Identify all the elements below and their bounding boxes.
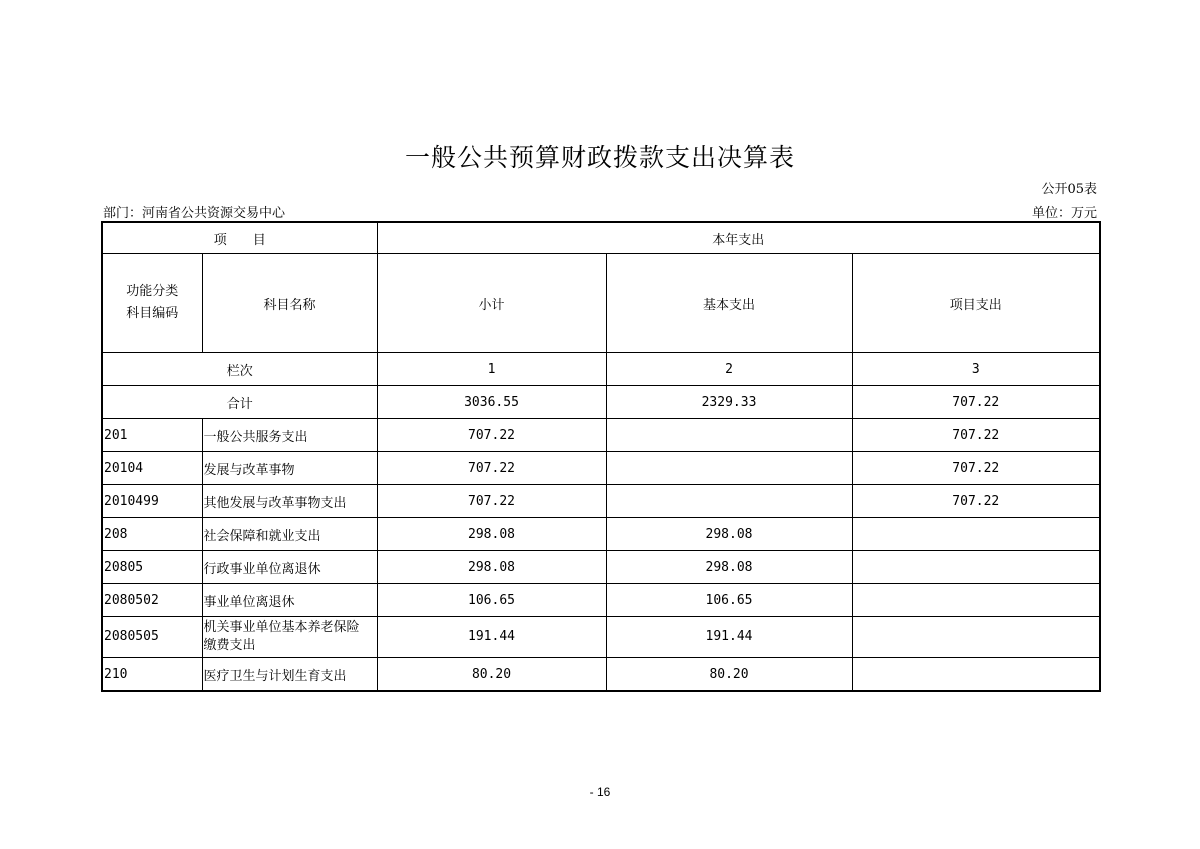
row-project: [852, 518, 1100, 551]
department-label: 部门：河南省公共资源交易中心: [103, 206, 286, 221]
column-number-1: 1: [377, 353, 606, 386]
row-subtotal: 707.22: [377, 452, 606, 485]
row-subtotal: 707.22: [377, 419, 606, 452]
row-subtotal: 80.20: [377, 658, 606, 692]
table-row: [102, 485, 1100, 518]
header-code: 功能分类 科目编码: [102, 254, 202, 353]
table-row: [102, 617, 1100, 658]
total-subtotal: 3036.55: [377, 386, 606, 419]
row-project: [852, 551, 1100, 584]
header-row-2: [102, 254, 1100, 353]
table-row: [102, 658, 1100, 692]
row-code: 201: [102, 419, 202, 452]
table-row: [102, 584, 1100, 617]
row-name: 社会保障和就业支出: [202, 518, 377, 551]
total-project: 707.22: [852, 386, 1100, 419]
total-row: [102, 386, 1100, 419]
unit-label: 单位：万元: [1031, 206, 1097, 221]
row-name: 一般公共服务支出: [202, 419, 377, 452]
row-code: 2080505: [102, 617, 202, 658]
table-row: [102, 551, 1100, 584]
row-subtotal: 106.65: [377, 584, 606, 617]
row-basic: 106.65: [606, 584, 852, 617]
row-name: 机关事业单位基本养老保险 缴费支出: [202, 617, 377, 658]
row-project: 707.22: [852, 419, 1100, 452]
table-row: [102, 518, 1100, 551]
column-number-label: 栏次: [102, 353, 377, 386]
row-subtotal: 298.08: [377, 551, 606, 584]
total-label: 合计: [102, 386, 377, 419]
column-number-row: [102, 353, 1100, 386]
row-subtotal: 298.08: [377, 518, 606, 551]
header-current-year: 本年支出: [377, 222, 1100, 254]
page-number: - 16: [589, 785, 611, 799]
form-number: 公开05表: [1041, 182, 1097, 197]
row-subtotal: 707.22: [377, 485, 606, 518]
row-project: 707.22: [852, 452, 1100, 485]
column-number-2: 2: [606, 353, 852, 386]
table-row: [102, 452, 1100, 485]
row-basic: [606, 419, 852, 452]
expenditure-table: [101, 221, 1101, 692]
row-subtotal: 191.44: [377, 617, 606, 658]
row-code: 2080502: [102, 584, 202, 617]
row-basic: 191.44: [606, 617, 852, 658]
row-basic: 298.08: [606, 518, 852, 551]
row-code: 210: [102, 658, 202, 692]
column-number-3: 3: [852, 353, 1100, 386]
row-code: 20104: [102, 452, 202, 485]
total-basic: 2329.33: [606, 386, 852, 419]
row-basic: [606, 485, 852, 518]
row-name: 行政事业单位离退休: [202, 551, 377, 584]
row-basic: 298.08: [606, 551, 852, 584]
row-project: [852, 617, 1100, 658]
row-name: 医疗卫生与计划生育支出: [202, 658, 377, 692]
header-project: 项目支出: [852, 254, 1100, 353]
row-project: [852, 658, 1100, 692]
row-name: 事业单位离退休: [202, 584, 377, 617]
row-project: [852, 584, 1100, 617]
row-basic: 80.20: [606, 658, 852, 692]
header-basic: 基本支出: [606, 254, 852, 353]
header-name: 科目名称: [202, 254, 377, 353]
row-basic: [606, 452, 852, 485]
row-name: 其他发展与改革事物支出: [202, 485, 377, 518]
row-code: 208: [102, 518, 202, 551]
row-project: 707.22: [852, 485, 1100, 518]
header-row-1: [102, 222, 1100, 254]
row-code: 20805: [102, 551, 202, 584]
header-subtotal: 小计: [377, 254, 606, 353]
table-row: [102, 419, 1100, 452]
row-name: 发展与改革事物: [202, 452, 377, 485]
page-title: 一般公共预算财政拨款支出决算表: [404, 143, 795, 172]
row-code: 2010499: [102, 485, 202, 518]
header-item: 项 目: [102, 222, 377, 254]
